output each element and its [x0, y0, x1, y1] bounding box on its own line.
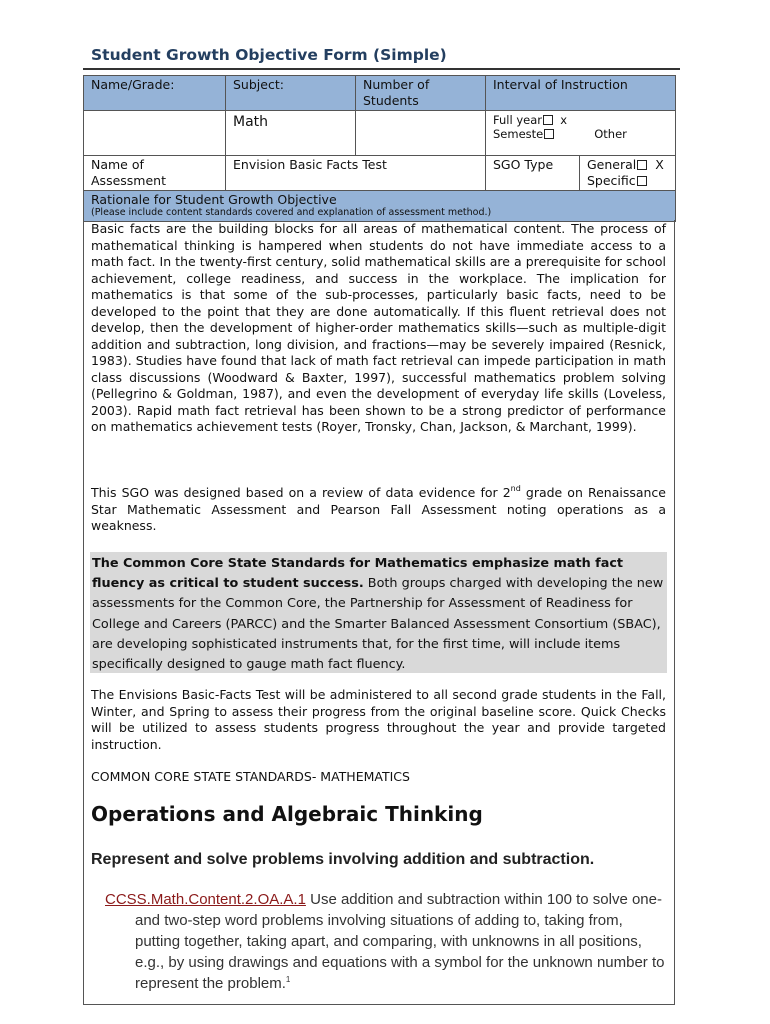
general-label: General [587, 157, 637, 172]
sgo-type-options-cell [580, 156, 676, 191]
other-label: Other [594, 127, 627, 141]
number-students-cell[interactable] [356, 111, 486, 156]
name-grade-cell[interactable] [84, 111, 226, 156]
ccss-heading: COMMON CORE STATE STANDARDS- MATHEMATICS [91, 769, 410, 784]
specific-option[interactable] [587, 173, 668, 189]
para3-text: Both groups charged with developing the new assessments for the Common Core, the Partnership for Assessment of Readiness for College and Careers (PARCC) and the Smarter Balanced Assessment Consortium (SBAC), are developing sophisticated instruments that, for the first time, will include items specifically designed to gauge math fact fluency. [92, 576, 664, 673]
semester-checkbox[interactable] [544, 129, 554, 139]
rationale-paragraph-1: Basic facts are the building blocks for all areas of mathematical content. The process of mathematical thinking is hampered when students do not have immediate access to a math fact. In the twenty-first century, solid mathematical skills are a prerequisite for school achievement, college readiness, and success in the workplace. The implication for mathematics is that some of the sub-processes, particularly basic facts, need to be developed to the point that they are done automatically. If this fluent retrieval does not develop, then the development of higher-order mathematics skills—such as multiple-digit addition and subtraction, long division, and fractions—may be severely impaired (Resnick, 1983). Studies have found that lack of math fact retrieval can impede participation in math class discussions (Woodward & Baxter, 1997), successful mathematics problem solving (Pellegrino & Goldman, 1987), and even the development of everyday life skills (Loveless, 2003). Rapid math fact retrieval has been shown to be a strong predictor of performance on mathematics achievement tests (Royer, Tronsky, Chan, Jackson, & Marchant, 1999). [91, 221, 666, 434]
para2-superscript: nd [510, 484, 521, 493]
cluster-heading: Represent and solve problems involving addition and subtraction. [91, 851, 595, 868]
semester-label: Semeste [493, 127, 544, 141]
para3-bold-text: The Common Core State Standards for Mathematics emphasize math fact fluency as critical to student success. [92, 556, 624, 592]
specific-checkbox[interactable] [637, 176, 647, 186]
general-checkbox[interactable] [637, 160, 647, 170]
rationale-header [84, 191, 676, 222]
sgo-info-table [83, 75, 676, 222]
full-year-option[interactable] [493, 113, 668, 127]
assessment-value-cell[interactable]: Envision Basic Facts Test [226, 156, 486, 191]
sgo-type-label-cell: SGO Type [486, 156, 580, 191]
full-year-checkbox[interactable] [543, 115, 553, 125]
number-students-header: Number of Students [356, 76, 486, 111]
standard-footnote[interactable]: 1 [285, 975, 291, 984]
general-option[interactable] [587, 157, 668, 173]
subject-header: Subject: [226, 76, 356, 111]
para2-text-b: grade on Renaissance Star Mathematic Assessment and Pearson Fall Assessment noting operations as a weakness. [91, 485, 666, 533]
subject-value: Math [233, 114, 269, 130]
rationale-paragraph-2 [91, 485, 666, 535]
rationale-label: Rationale for Student Growth Objective [91, 192, 337, 207]
subject-cell[interactable] [226, 111, 356, 156]
general-mark: X [655, 157, 664, 172]
form-title: Student Growth Objective Form (Simple) [91, 46, 447, 64]
standard-item [105, 889, 665, 994]
rationale-paragraph-3 [92, 554, 665, 675]
interval-cell [486, 111, 676, 156]
interval-header: Interval of Instruction [486, 76, 676, 111]
rationale-paragraph-4: The Envisions Basic-Facts Test will be administered to all second grade students in the Fall, Winter, and Spring to assess their progress from the original baseline score. Quick Checks will be utilized to assess students progress throughout the year and provide targeted instruction. [91, 687, 666, 752]
para2-text-a: This SGO was designed based on a review of data evidence for 2 [91, 485, 511, 500]
domain-heading: Operations and Algebraic Thinking [91, 802, 483, 826]
specific-label: Specific [587, 173, 636, 188]
full-year-mark: x [560, 113, 568, 127]
title-divider [83, 68, 680, 70]
semester-option[interactable] [493, 127, 668, 141]
full-year-label: Full year [493, 113, 542, 127]
rationale-note: (Please include content standards covered and explanation of assessment method.) [91, 207, 492, 218]
assessment-label-cell: Name of Assessment [84, 156, 226, 191]
standard-code-link[interactable]: CCSS.Math.Content.2.OA.A.1 [105, 891, 306, 908]
standard-text: Use addition and subtraction within 100 to solve one- and two-step word problems involving situations of adding to, taking from, putting together, taking apart, and comparing, with unknowns in all positions, e.g., by using drawings and equations with a symbol for the unknown number to represent the problem. [135, 891, 665, 992]
name-grade-header: Name/Grade: [84, 76, 226, 111]
